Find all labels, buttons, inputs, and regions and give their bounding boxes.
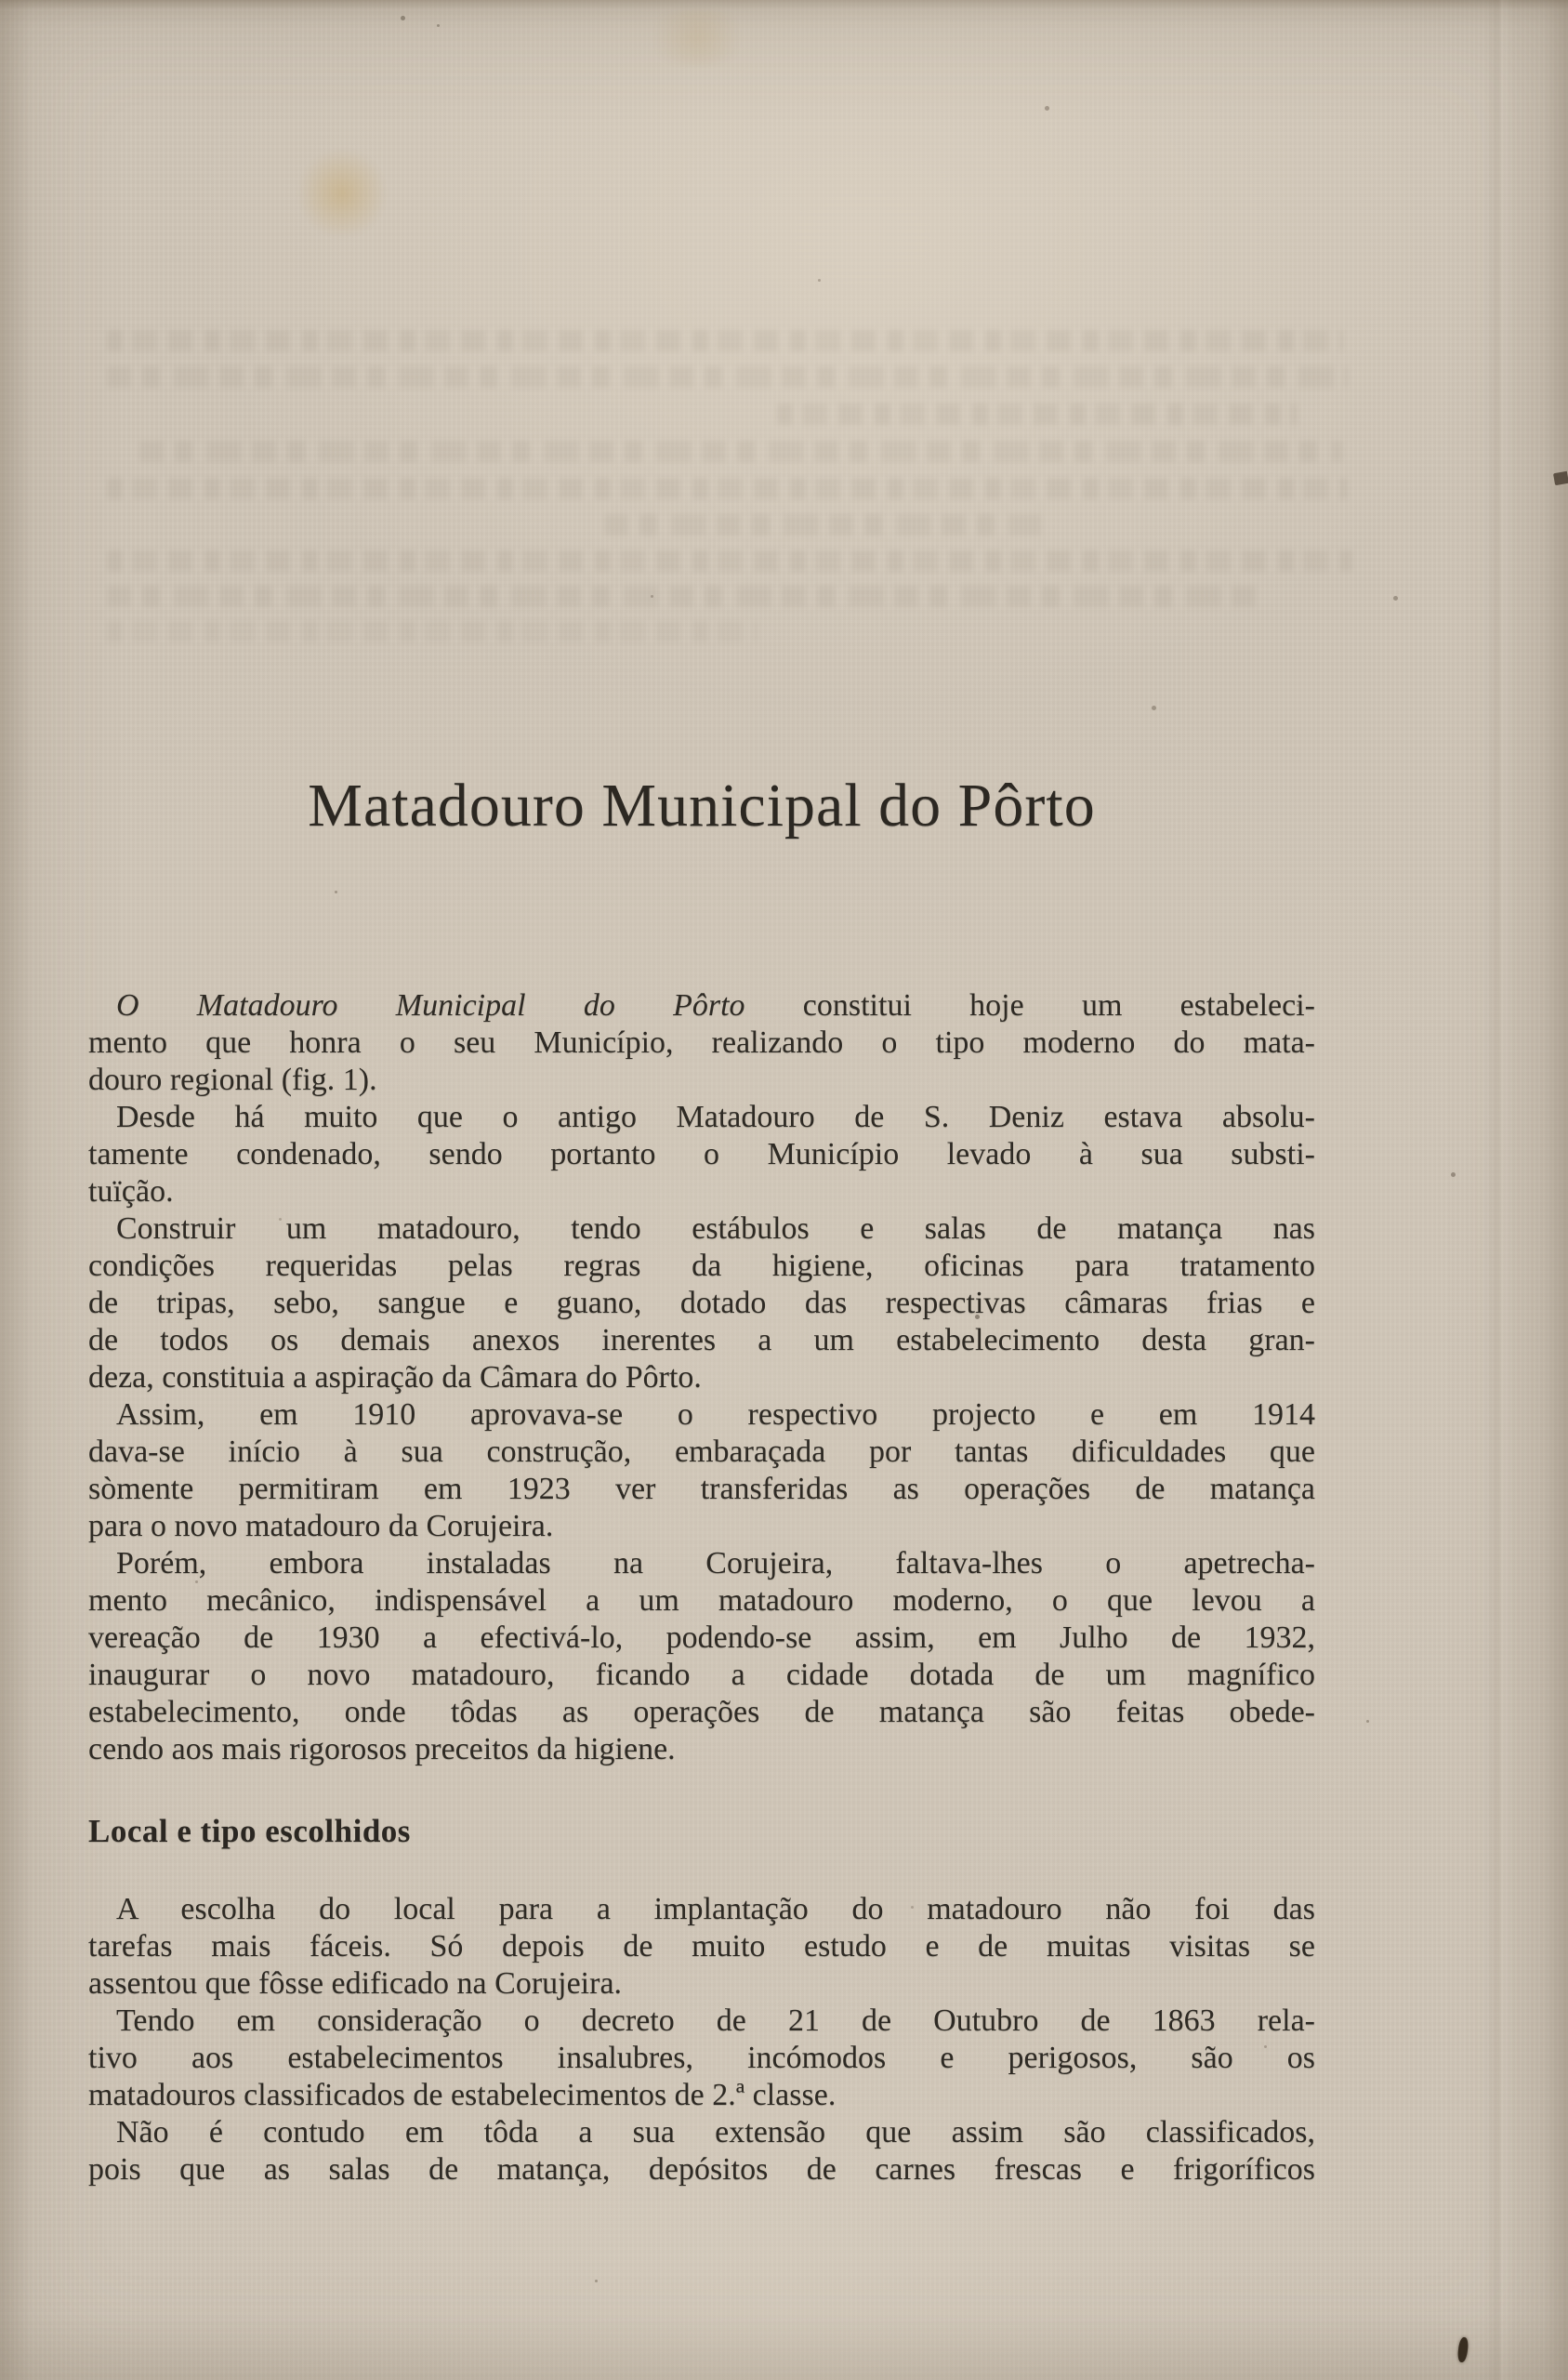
text-line [88, 2077, 1315, 2114]
text-line [88, 1322, 1315, 1359]
text-segment: tivo aos estabelecimentos insalubres, incómodos e perigosos, são os [88, 2041, 1315, 2075]
text-line [88, 1965, 1315, 2003]
text-segment: Porém, embora instaladas na Corujeira, faltava-lhes o apetrecha- [116, 1546, 1315, 1580]
paragraph [88, 1545, 1315, 1768]
text-line [88, 1731, 1315, 1768]
text-line [88, 1582, 1315, 1620]
text-line [88, 1928, 1315, 1965]
ghost-text-line [107, 478, 1348, 499]
text-line [88, 1136, 1315, 1173]
text-segment: Desde há muito que o antigo Matadouro de S. Deniz estava absolu- [116, 1100, 1315, 1134]
text-line [88, 2114, 1315, 2151]
text-line [88, 1285, 1315, 1322]
page-title: Matadouro Municipal do Pôrto [308, 772, 1096, 840]
text-line [88, 1396, 1315, 1434]
ghost-text-line [107, 366, 1348, 388]
italic-phrase: O Matadouro Municipal do Pôrto [116, 988, 745, 1023]
text-line [88, 1062, 1315, 1099]
text-segment: douro regional (fig. 1). [88, 1063, 377, 1097]
text-segment: deza, constituia a aspiração da Câmara do Pôrto. [88, 1360, 702, 1395]
text-segment: inaugurar o novo matadouro, ficando a cidade dotada de um magnífico [88, 1658, 1315, 1692]
text-segment: Assim, em 1910 aprovava-se o respectivo projecto e em 1914 [116, 1397, 1315, 1432]
paragraph [88, 1891, 1315, 2003]
text-line [88, 2151, 1315, 2188]
paper-stain [641, 9, 753, 65]
text-line [88, 1545, 1315, 1582]
paragraph [88, 2114, 1315, 2188]
text-segment: Construir um matadouro, tendo estábulos e salas de matança nas [116, 1211, 1315, 1246]
paper-specks [0, 0, 3, 3]
text-line [88, 1025, 1315, 1062]
text-segment: para o novo matadouro da Corujeira. [88, 1509, 554, 1543]
text-segment: tuïção. [88, 1174, 174, 1209]
text-segment: vereação de 1930 a efectivá-lo, podendo-se assim, em Julho de 1932, [88, 1620, 1315, 1655]
body-text [88, 987, 1315, 2188]
ghost-text-line [107, 621, 758, 642]
text-segment: condições requeridas pelas regras da higiene, oficinas para tratamento [88, 1249, 1315, 1283]
text-line [88, 1508, 1315, 1545]
ghost-text-line [107, 330, 1343, 351]
text-line [88, 1210, 1315, 1248]
text-line [88, 1434, 1315, 1471]
text-segment: dava-se início à sua construção, embaraçada por tantas dificuldades que [88, 1435, 1315, 1469]
text-segment: tamente condenado, sendo portanto o Município levado à sua substi- [88, 1137, 1315, 1171]
text-line [88, 1173, 1315, 1210]
text-line [88, 2003, 1315, 2040]
text-line [88, 1099, 1315, 1136]
paragraph [88, 2003, 1315, 2114]
text-segment: pois que as salas de matança, depósitos de carnes frescas e frigoríficos [88, 2152, 1315, 2187]
paragraph [88, 1099, 1315, 1210]
ghost-text-line [604, 514, 1041, 536]
paragraph [88, 987, 1315, 1099]
text-line [88, 1694, 1315, 1731]
text-line [88, 1248, 1315, 1285]
text-line [88, 1471, 1315, 1508]
page-crease [1485, 0, 1513, 2380]
text-segment: assentou que fôsse edificado na Corujeira. [88, 1966, 623, 2001]
paragraph [88, 1210, 1315, 1396]
ghost-text-line [139, 441, 1343, 462]
text-segment: mento mecânico, indispensável a um matadouro moderno, o que levou a [88, 1583, 1315, 1618]
text-line [88, 1891, 1315, 1928]
text-segment: Não é contudo em tôda a sua extensão que assim são classificados, [116, 2115, 1315, 2149]
text-segment: Tendo em consideração o decreto de 21 de Outubro de 1863 rela- [116, 2003, 1315, 2038]
text-line [88, 987, 1315, 1025]
text-segment: estabelecimento, onde tôdas as operações de matança são feitas obede- [88, 1695, 1315, 1729]
paper-stain [296, 147, 389, 240]
paragraph [88, 1396, 1315, 1545]
text-segment: de todos os demais anexos inerentes a um estabelecimento desta gran- [88, 1323, 1315, 1357]
edge-ink-mark [1553, 471, 1568, 485]
text-line [88, 2040, 1315, 2077]
text-segment: A escolha do local para a implantação do matadouro não foi das [116, 1892, 1315, 1926]
text-segment: matadouros classificados de estabelecimentos de 2.ª classe. [88, 2078, 837, 2112]
section-heading: Local e tipo escolhidos [88, 1813, 411, 1849]
text-line [88, 1657, 1315, 1694]
text-line [88, 1359, 1315, 1396]
text-segment: sòmente permitiram em 1923 ver transferidas as operações de matança [88, 1472, 1315, 1506]
text-line [88, 1620, 1315, 1657]
text-segment: de tripas, sebo, sangue e guano, dotado das respectivas câmaras frias e [88, 1286, 1315, 1320]
ghost-text-line [107, 586, 1264, 607]
text-segment: constitui hoje um estabeleci- [744, 988, 1315, 1023]
text-segment: mento que honra o seu Município, realizando o tipo moderno do mata- [88, 1025, 1315, 1060]
ghost-text-line [107, 550, 1352, 572]
text-segment: cendo aos mais rigorosos preceitos da higiene. [88, 1732, 676, 1766]
text-segment: tarefas mais fáceis. Só depois de muito estudo e de muitas visitas se [88, 1929, 1315, 1964]
ink-smudge [1456, 2336, 1469, 2362]
ghost-text-line [777, 403, 1298, 425]
